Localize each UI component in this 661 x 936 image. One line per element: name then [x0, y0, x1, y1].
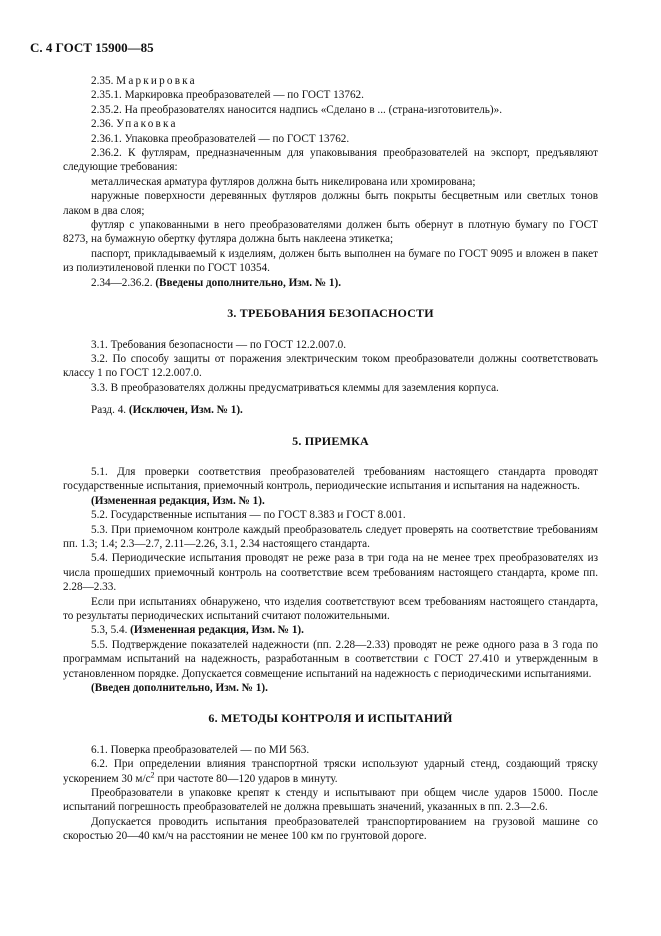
paragraph: футляр с упакованными в него преобразователями должен быть обернут в плотную бумагу по ГОСТ 8273, на бумажную обертку футляра должна быть наклеена этикетка;: [63, 219, 598, 246]
paragraph: 3.3. В преобразователях должны предусматриваться клеммы для заземления корпуса.: [91, 381, 499, 394]
paragraph: Если при испытаниях обнаружено, что изделия соответствуют всем требованиям настоящего стандарта, то результаты периодических испытаний считают положительными.: [63, 595, 598, 622]
spacer: [63, 395, 598, 403]
paragraph: 5.2. Государственные испытания — по ГОСТ 8.383 и ГОСТ 8.001.: [91, 509, 406, 522]
paragraph: 6.1. Поверка преобразователей — по МИ 563.: [91, 743, 310, 756]
section-2-continued: [63, 74, 598, 290]
section-6-body: [63, 743, 598, 844]
paragraph: наружные поверхности деревянных футляров должны быть покрыты бесцветным или светлых тонов лаком в два слоя;: [63, 190, 598, 217]
paragraph: 2.35.2. На преобразователях наносится надпись «Сделано в ... (страна-изготовитель)».: [91, 103, 502, 116]
paragraph: 2.36.1. Упаковка преобразователей — по ГОСТ 13762.: [91, 132, 350, 145]
section-5-body: [63, 465, 598, 696]
paragraph: 5.1. Для проверки соответствия преобразователей требованиям настоящего стандарта проводят государственные испытания, приемочный контроль, периодические испытания и испытания на надежность.: [63, 465, 598, 493]
subsection-heading: 2.36. Упаковка: [91, 118, 178, 131]
paragraph: 5.4. Периодические испытания проводят не реже раза в три года на не менее трех преобразователях из числа прошедших приемочный контроль на соответствие всем требованиям настоящего стандарта, кроме пп. 2.28—2.33.: [63, 552, 598, 594]
paragraph: 2.35.1. Маркировка преобразователей — по ГОСТ 13762.: [91, 89, 364, 102]
paragraph: 6.2. При определении влияния транспортной тряски используют ударный стенд, создающий тряску ускорением 30 $м/с^2$ при частоте 80—120 ударов в минуту.: [63, 758, 598, 785]
paragraph: паспорт, прикладываемый к изделиям, должен быть выполнен на бумаге по ГОСТ 9095 и вложен в пакет из полиэтиленовой пленки по ГОСТ 10354.: [63, 247, 598, 275]
amendment-note: Разд. 4. (Исключен, Изм. № 1).: [91, 404, 243, 417]
paragraph: 2.36.2. К футлярам, предназначенным для упаковывания преобразователей на экспорт, предъявляют следующие требования:: [63, 147, 598, 174]
section-3-title: 3. ТРЕБОВАНИЯ БЕЗОПАСНОСТИ: [227, 306, 434, 321]
paragraph: Преобразователи в упаковке крепят к стенду и испытывают при общем числе ударов 15000. После испытаний погрешность преобразователей не должна превышать значений, указанных в пп. 2.3—2.6.: [63, 787, 598, 814]
page-header: С. 4 ГОСТ 15900—85: [30, 40, 154, 55]
paragraph: 5.5. Подтверждение показателей надежности (пп. 2.28—2.33) проводят не реже одного раза в 3 года по программам испытаний на надежность, разработанным в соответствии с ГОСТ 27.410 и утвержденным в установленном порядке. Допускается совмещение испытаний на надежность с периодическими испытаниями.: [63, 638, 598, 680]
document-body: [63, 74, 598, 844]
paragraph: металлическая арматура футляров должна быть никелирована или хромирована;: [91, 175, 476, 188]
subsection-heading: 2.35. Маркировка: [91, 75, 197, 87]
section-6-title: 6. МЕТОДЫ КОНТРОЛЯ И ИСПЫТАНИЙ: [208, 711, 453, 726]
paragraph: 3.1. Требования безопасности — по ГОСТ 12.2.007.0.: [91, 338, 347, 351]
paragraph: 5.3. При приемочном контроле каждый преобразователь следует проверять на соответствие требованиям пп. 1.3; 1.4; 2.3—2.7, 2.11—2.26, 3.1, 2.34 настоящего стандарта.: [63, 523, 598, 550]
amendment-note: 5.3, 5.4. (Измененная редакция, Изм. № 1).: [91, 624, 304, 637]
paragraph: 3.2. По способу защиты от поражения электрическим током преобразователи должны соответствовать классу 1 по ГОСТ 12.2.007.0.: [63, 352, 598, 380]
section-5-title: 5. ПРИЕМКА: [292, 433, 369, 448]
amendment-note: 2.34—2.36.2. (Введены дополнительно, Изм. № 1).: [91, 276, 341, 289]
amendment-note: (Введен дополнительно, Изм. № 1).: [91, 682, 268, 695]
amendment-note: (Измененная редакция, Изм. № 1).: [91, 494, 265, 507]
section-3-body: [63, 338, 598, 418]
paragraph: Допускается проводить испытания преобразователей транспортированием на грузовой машине со скоростью 20—40 км/ч на расстоянии не менее 100 км по грунтовой дороге.: [63, 815, 598, 843]
